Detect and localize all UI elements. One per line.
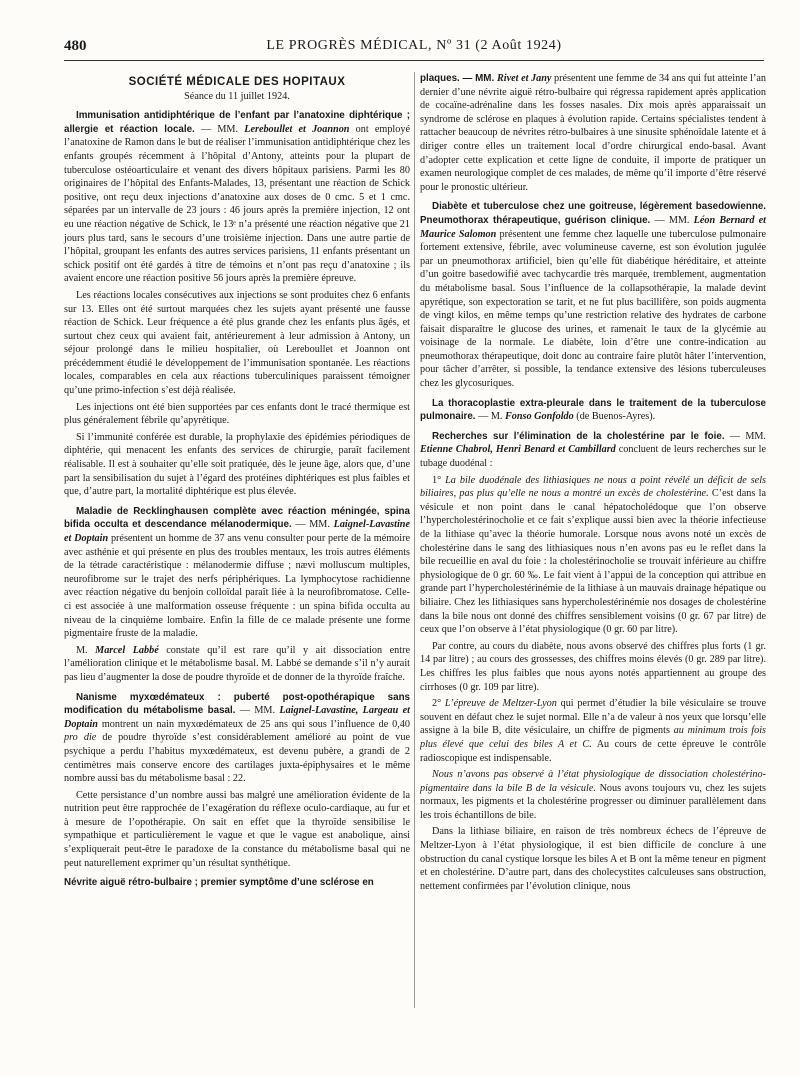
article-title: Nanisme myxœdémateux : puberté post-opothérapique sans modification du métabolisme basal. <box>64 691 410 717</box>
text-run: Nous avons toujours vu, chez les sujets normaux, les pigments et la cholestérine progresser ou diminuer parallèlement dans les trois échantillons de bile. <box>420 782 766 821</box>
text-run: — MM. <box>291 519 334 531</box>
article-nevrite-cont <box>420 72 766 194</box>
paragraph <box>420 474 766 637</box>
text-run: au minimum trois fois plus élevé que celui des biles A et C. <box>420 725 766 750</box>
column-divider <box>414 72 415 1008</box>
paragraph <box>420 768 766 822</box>
section-date: Séance du 11 juillet 1924. <box>184 90 290 102</box>
article-authors: Etienne Chabrol, Henri Benard et Cambillard <box>420 444 616 456</box>
article-title: La thoracoplastie extra-pleurale dans le traitement de la tuberculose pulmonaire. <box>420 397 766 423</box>
article-authors: Marcel Labbé <box>95 644 159 656</box>
text-run: ont employé l’anatoxine de Ramon dans le but de réaliser l’immunisation antidiphtérique chez les enfants groupés récemment à l’hôpital d’Antony, atteints pour la plupart de tuberculose ostéoarticulaire et venant des divers hôpitaux parisiens. Parmi les 80 originaires de l’hôpital des Enfants-Malades, 13, présentant une réaction de Schick positive, ont reçu deux injections d’anatoxine aux doses de 0 cmc. 5 et 1 cmc. séparées par un intervalle de 23 jours : 46 jours après la première injection, 12 ont eu une réaction négative de Schick, le 13ᵉ n’a présenté une réaction négative que 21 jours plus tard, sans le secours d’une troisième injection. Dans une autre partie de l’hôpital, groupant les enfants des autres services parisiens, 11 enfants présentant un schick positif ont été gardés à titre de témoins et n’ont pas reçu d’anatoxine ; ils avaient encore une réaction positive 56 jours après la première épreuve. <box>64 123 410 285</box>
paragraph <box>64 876 410 890</box>
article-authors: Fonso Gonfoldo <box>504 411 574 423</box>
article-title: Immunisation antidiphtérique de l’enfant par l’anatoxine diphtérique ; allergie et réaction locale. <box>64 110 410 135</box>
paragraph <box>420 397 766 424</box>
paragraph: Les injections ont été bien supportées par ces enfants dont le tracé thermique est plus généralement fébrile qu’apyrétique. <box>64 401 410 427</box>
page-number: 480 <box>64 38 87 54</box>
paragraph <box>64 109 410 286</box>
section-title: SOCIÉTÉ MÉDICALE DES HOPITAUX <box>128 76 346 88</box>
article-diabete <box>420 200 766 390</box>
paragraph <box>64 691 410 786</box>
right-column <box>420 72 766 896</box>
text-run: Nous n’avons pas observé à l’état physiologique de dissociation cholestérino-pigmentaire dans la bile B de la vésicule. <box>420 769 766 794</box>
paragraph: Si l’immunité conférée est durable, la prophylaxie des épidémies périodiques de diphtérie, qui menacent les enfants des services de chirurgie, paraît facilement réalisable. Il est à souhaiter qu’elle soit pratiquée, dès le jeune âge, alors que, d’une part la sensibilisation du sujet à l’égard des protéines diphtériques est plus faibles et que, d’autre part, la mortalité diphtérique est plus élevée. <box>64 431 410 498</box>
text-run: — M. <box>475 411 505 423</box>
text-run: C’est dans la vésicule et non point dans le canal hépatocholédoque que l’on observe l’hypercholestérinocholie et ce fait s’explique aussi bien avec la théorie infectieuse de la lithiase qu’avec la théorie humorale. Lorsque nous avons noté un excès de cholestérine dans le sang des lithiasiques nous n’en avons pas eu le reflet dans la bile recueillie en aval du foie : la cholestérinocholie se trouvait inférieure au chiffre physiologique de 0 gr. 60 ‰. Le fait vient à l’appui de la conception qui attribue en grande part l’hypercholestérinémie de la lithiase à un mauvais drainage hépatique ou biliaire. Chez les lithiasiques sans hypercholestérinémie nos dosages de cholestérine dans la bile nous ont donné des chiffres sensiblement voisins (0 gr. 67 par litre) de ceux que l’on observe à l’état physiologique (0 gr. 60 par litre). <box>420 488 766 636</box>
text-run: concluent de leurs recherches sur le tubage duodénal : <box>420 444 767 470</box>
paragraph <box>64 505 410 641</box>
article-nevrite-start <box>64 876 410 890</box>
text-run: La bile duodénale des lithiasiques ne nous a point révélé un déficit de sels biliaires, pas plus qu’elle ne nous a montré un excès de cholestérine. <box>420 474 766 500</box>
article-recklinghausen <box>64 505 410 685</box>
text-run: L’épreuve de Meltzer-Lyon <box>444 698 557 710</box>
article-authors: Léon Bernard et Maurice Salomon <box>420 214 766 240</box>
article-authors: Rivet et Jany <box>496 73 552 84</box>
text-run: qui permet d’étudier la bile vésiculaire se trouve souvent en défaut chez le sujet normal. Elle n’a de valeur à nos yeux que lorsqu’elle assigne à la bile B, dite vésiculaire, un chiffre de pigments <box>420 698 766 737</box>
article-title: Recherches sur l’élimination de la cholestérine par le foie. <box>432 430 725 442</box>
article-title: Diabète et tuberculose chez une goitreuse, légèrement basedowienne. Pneumothorax thérapeutique, guérison clinique. <box>420 201 766 226</box>
text-run: (de Buenos-Ayres). <box>573 411 656 423</box>
text-run: — MM. <box>724 430 766 442</box>
article-authors: Laignel-Lavastine et Doptain <box>64 519 410 544</box>
header-rule <box>64 60 764 61</box>
text-run: — MM. <box>194 123 245 135</box>
paragraph <box>420 430 766 471</box>
left-column <box>64 72 410 893</box>
text-run: constate qu’il est rare qu’il y ait dissociation entre l’amélioration clinique et le métabolisme basal. M. Labbé se demande s’il n’y aurait pas lieu d’augmenter la dose de poudre thyroïde et de donner de la thyroïde fraîche. <box>64 644 410 683</box>
paragraph: Cette persistance d’un nombre aussi bas malgré une amélioration évidente de la nutrition peut être rapprochée de l’exagération du réflexe oculo-cardiaque, au fur et à mesure de l’opothérapie. On sait en effet que la thyroïde sensibilise le sympathique et particulièrement le vague et que le vague est anabolique, ainsi s’expliquerait peut-être le paradoxe de la constance du métabolisme basal qui ne peut naturellement exprimer qu’un résultat synthétique. <box>64 789 410 869</box>
text-run: pro die <box>64 732 97 744</box>
text-run: — MM. <box>235 705 280 717</box>
text-run: de poudre thyroïde s’est considérablement amélioré au point de vue psychique a perdu l’habitus myxœdémateux, est devenu pubère, a grandi de 2 centimètres mais conserve encore des cartilages juxta-épiphysaires et le même nombre aussi bas du métabolisme basal : 22. <box>64 732 410 785</box>
paragraph <box>420 72 766 194</box>
article-title: Maladie de Recklinghausen complète avec réaction méningée, spina bifida occulta et descendance mélanodermique. <box>64 505 410 531</box>
text-run: M. <box>76 644 96 656</box>
text-run: présentent un homme de 37 ans venu consulter pour perte de la mémoire avec asthénie et qui présente en plus des troubles mentaux, les trois autres éléments de la tétrade caractéristique : mélanodermie diffuse ; nævi molluscum multiples, neurofibrome sur le trajet des nerfs périphériques. La lymphocytose rachidienne avec réaction négative du benjoin colloïdal paraît liée à la neurofibromatose. Celle-ci est associée à une malformation osseuse fréquente : un spina bifida occulta au niveau de la cinquième lombaire. Enfin la fille de ce malade présente une forme pigmentaire fruste de la maladie. <box>64 533 410 640</box>
article-title: plaques. — MM. <box>420 73 497 84</box>
article-authors: Lereboullet et Joannon <box>244 123 350 135</box>
paragraph <box>420 200 766 390</box>
text-run: présentent une femme de 34 ans qui fut atteinte l’an dernier d’une névrite aiguë rétro-bulbaire qui régressa rapidement après application de cocaïne-adrénaline dans les fosses nasales. Dix mois après apparaissait un syndrome de sclérose en plaques à évolution rapide. Certains spécialistes tendent à rattacher beaucoup de névrites rétro-bulbaires à une sinusite sphénoïdale latente et à diriger contre elles un traitement local d’ordre chirurgical endo-basal. Avant d’adopter cette explication et cette ligne de conduite, il importe de pratiquer un examen neurologique complet de ces malades, de même qu’il importe d’être réservé pour le pronostic ultérieur. <box>420 73 766 193</box>
paragraph: Par contre, au cours du diabète, nous avons observé des chiffres plus forts (1 gr. 14 par litre) ; au cours des grossesses, des chiffres moins élevés (0 gr. 289 par litre). Les chiffres les plus faibles que nous ayons notés appartiennent au groupe des cirrhoses (0 gr. 109 par litre). <box>420 640 766 693</box>
article-nanisme <box>64 691 410 871</box>
text-run: présentent une femme chez laquelle une tuberculose pulmonaire fortement extensive, fébrile, avec volumineuse caverne, est son évolution jugulée par un pneumothorax artificiel, bien qu’elle fût diabétique héréditaire, et atteinte d’un goitre basedowifié avec tachycardie très marquée, tremblement, augmentation du métabolisme basal. Sous l’influence de la collapsothérapie, la malade devint apyrétique, son expectoration se tarit, et ne fut plus bacillifère, son poids augmenta de vingt kilos, en même temps qu’une restriction relative des hydrates de carbone faisait disparaître le glucose des urines, et ramenait le taux de la glycémie au voisinage de la normale. Le diabète, loin d’être une contre-indication au pneumothorax thérapeutique, doit donc au contraire faire plutôt hâter l’intervention, pour tâcher d’arrêter, si possible, la tendance extensive des lésions tuberculeuses chez les glycosuriques. <box>420 228 766 390</box>
paragraph <box>420 697 766 765</box>
article-title: Névrite aiguë rétro-bulbaire ; premier symptôme d’une sclérose en <box>64 877 374 889</box>
text-run: Au cours de cette épreuve le contrôle radioscopique est indispensable. <box>420 738 767 764</box>
running-title: LE PROGRÈS MÉDICAL, Nº 31 (2 Août 1924) <box>266 38 562 53</box>
paragraph <box>64 644 410 685</box>
paragraph: Les réactions locales consécutives aux injections se sont produites chez 6 enfants sur 13. Elles ont été surtout marquées chez les sujets ayant présenté une fausse réaction de Schick. Leur fréquence a été plus grande chez les enfants plus âgés, et surtout chez ceux qui avaient fait, antérieurement à leur admission à Antony, un séjour prolongé dans le milieu hospitalier, où Lereboullet et Joannon ont précédemment étudié le développement de l’immunisation spontanée. Les réactions locales, comparables en cela aux réactions tuberculiniques paraissent témoigner qu’une primo-infection s’est déjà réalisée. <box>64 289 410 397</box>
article-immunisation <box>64 109 410 499</box>
text-run: montrent un nain myxœdémateux de 25 ans qui sous l’influence de 0,40 <box>97 718 410 730</box>
article-authors: Laignel-Lavastine, Largeau et Doptain <box>64 705 411 730</box>
text-run: — MM. <box>650 214 694 226</box>
page-header <box>64 38 764 58</box>
paragraph: Dans la lithiase biliaire, en raison de très nombreux échecs de l’épreuve de Meltzer-Lyon à l’état physiologique, il est bien difficile de conclure à une obstruction du canal cystique lorsque les biles A et B ont la même teneur en pigment et en cholestérine. D’autre part, dans des cholecystites calculeuses sans obstruction, nettement confirmées par l’évolution clinique, nous <box>420 826 766 892</box>
text-run: 2° <box>432 698 445 710</box>
article-cholesterine <box>420 430 766 894</box>
article-thoracoplastie <box>420 397 766 424</box>
text-run: 1° <box>432 474 446 486</box>
